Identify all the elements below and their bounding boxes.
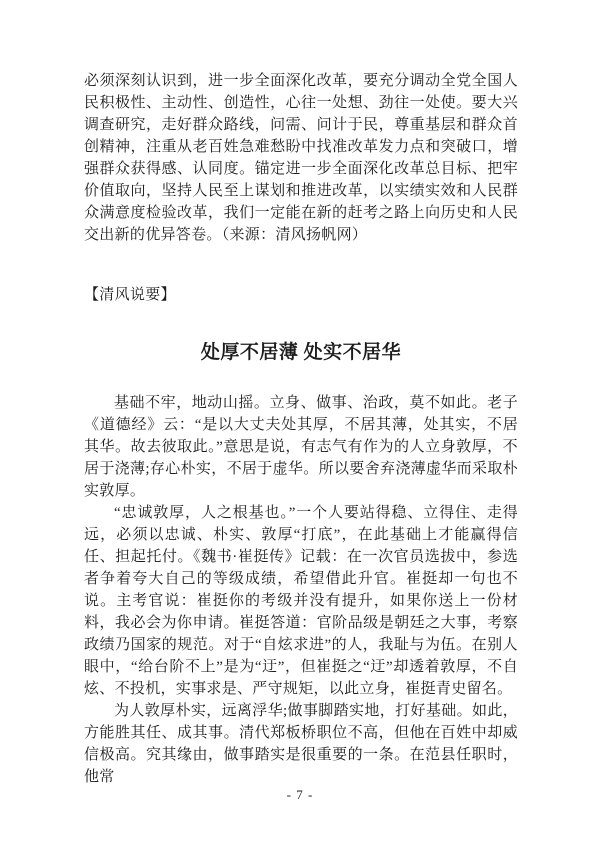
page-number: - 7 - xyxy=(286,787,314,802)
article-title: 处厚不居薄 处实不居华 xyxy=(200,342,402,363)
page-content xyxy=(84,70,518,788)
section-label: 【清风说要】 xyxy=(84,287,176,303)
continuation-paragraph: 必须深刻认识到，进一步全面深化改革，要充分调动全党全国人民积极性、主动性、创造性，心往一处想、劲往一处使。要大兴调查研究，走好群众路线，问需、问计于民，尊重基层和群众首创精神，注重从老百姓急难愁盼中找准改革发力点和突破口，增强群众获得感、认同度。锚定进一步全面深化改革总目标、把牢价值取向，坚持人民至上谋划和推进改革，以实绩实效和人民群众满意度检验改革，我们一定能在新的赶考之路上向历史和人民交出新的优异答卷。（来源：清风扬帆网） xyxy=(84,73,518,243)
body-paragraph-2: “忠诚敦厚，人之根基也。”一个人要站得稳、立得住、走得远，必须以忠诚、朴实、敦厚“打底”，在此基础上才能赢得信任、担起托付。《魏书·崔挺传》记载：在一次官员选拔中，参选者争着夸大自己的等级成绩，希望借此升官。崔挺却一句也不说。主考官说：崔挺你的考级并没有提升，如果你送上一份材料，我必会为你申请。崔挺答道：官阶品级是朝廷之大事，考察政绩乃国家的规范。对于“自炫求进”的人，我耻与为伍。在别人眼中，“给台阶不上”是为“迂”，但崔挺之“迂”却透着敦厚，不自炫、不投机，实事求是、严守规矩，以此立身，崔挺青史留名。 xyxy=(84,505,518,697)
body-paragraph-3: 为人敦厚朴实，远离浮华;做事脚踏实地，打好基础。如此，方能胜其任、成其事。清代郑板桥职位不高，但他在百姓中却威信极高。究其缘由，做事踏实是很重要的一条。在范县任职时，他常 xyxy=(84,703,518,785)
body-paragraph-1: 基础不牢，地动山摇。立身、做事、治政，莫不如此。老子《道德经》云：“是以大丈夫处其厚，不居其薄，处其实，不居其华。故去彼取此。”意思是说，有志气有作为的人立身敦厚，不居于浇薄;存心朴实，不居于虚华。所以要舍弃浇薄虚华而采取朴实敦厚。 xyxy=(84,395,518,499)
